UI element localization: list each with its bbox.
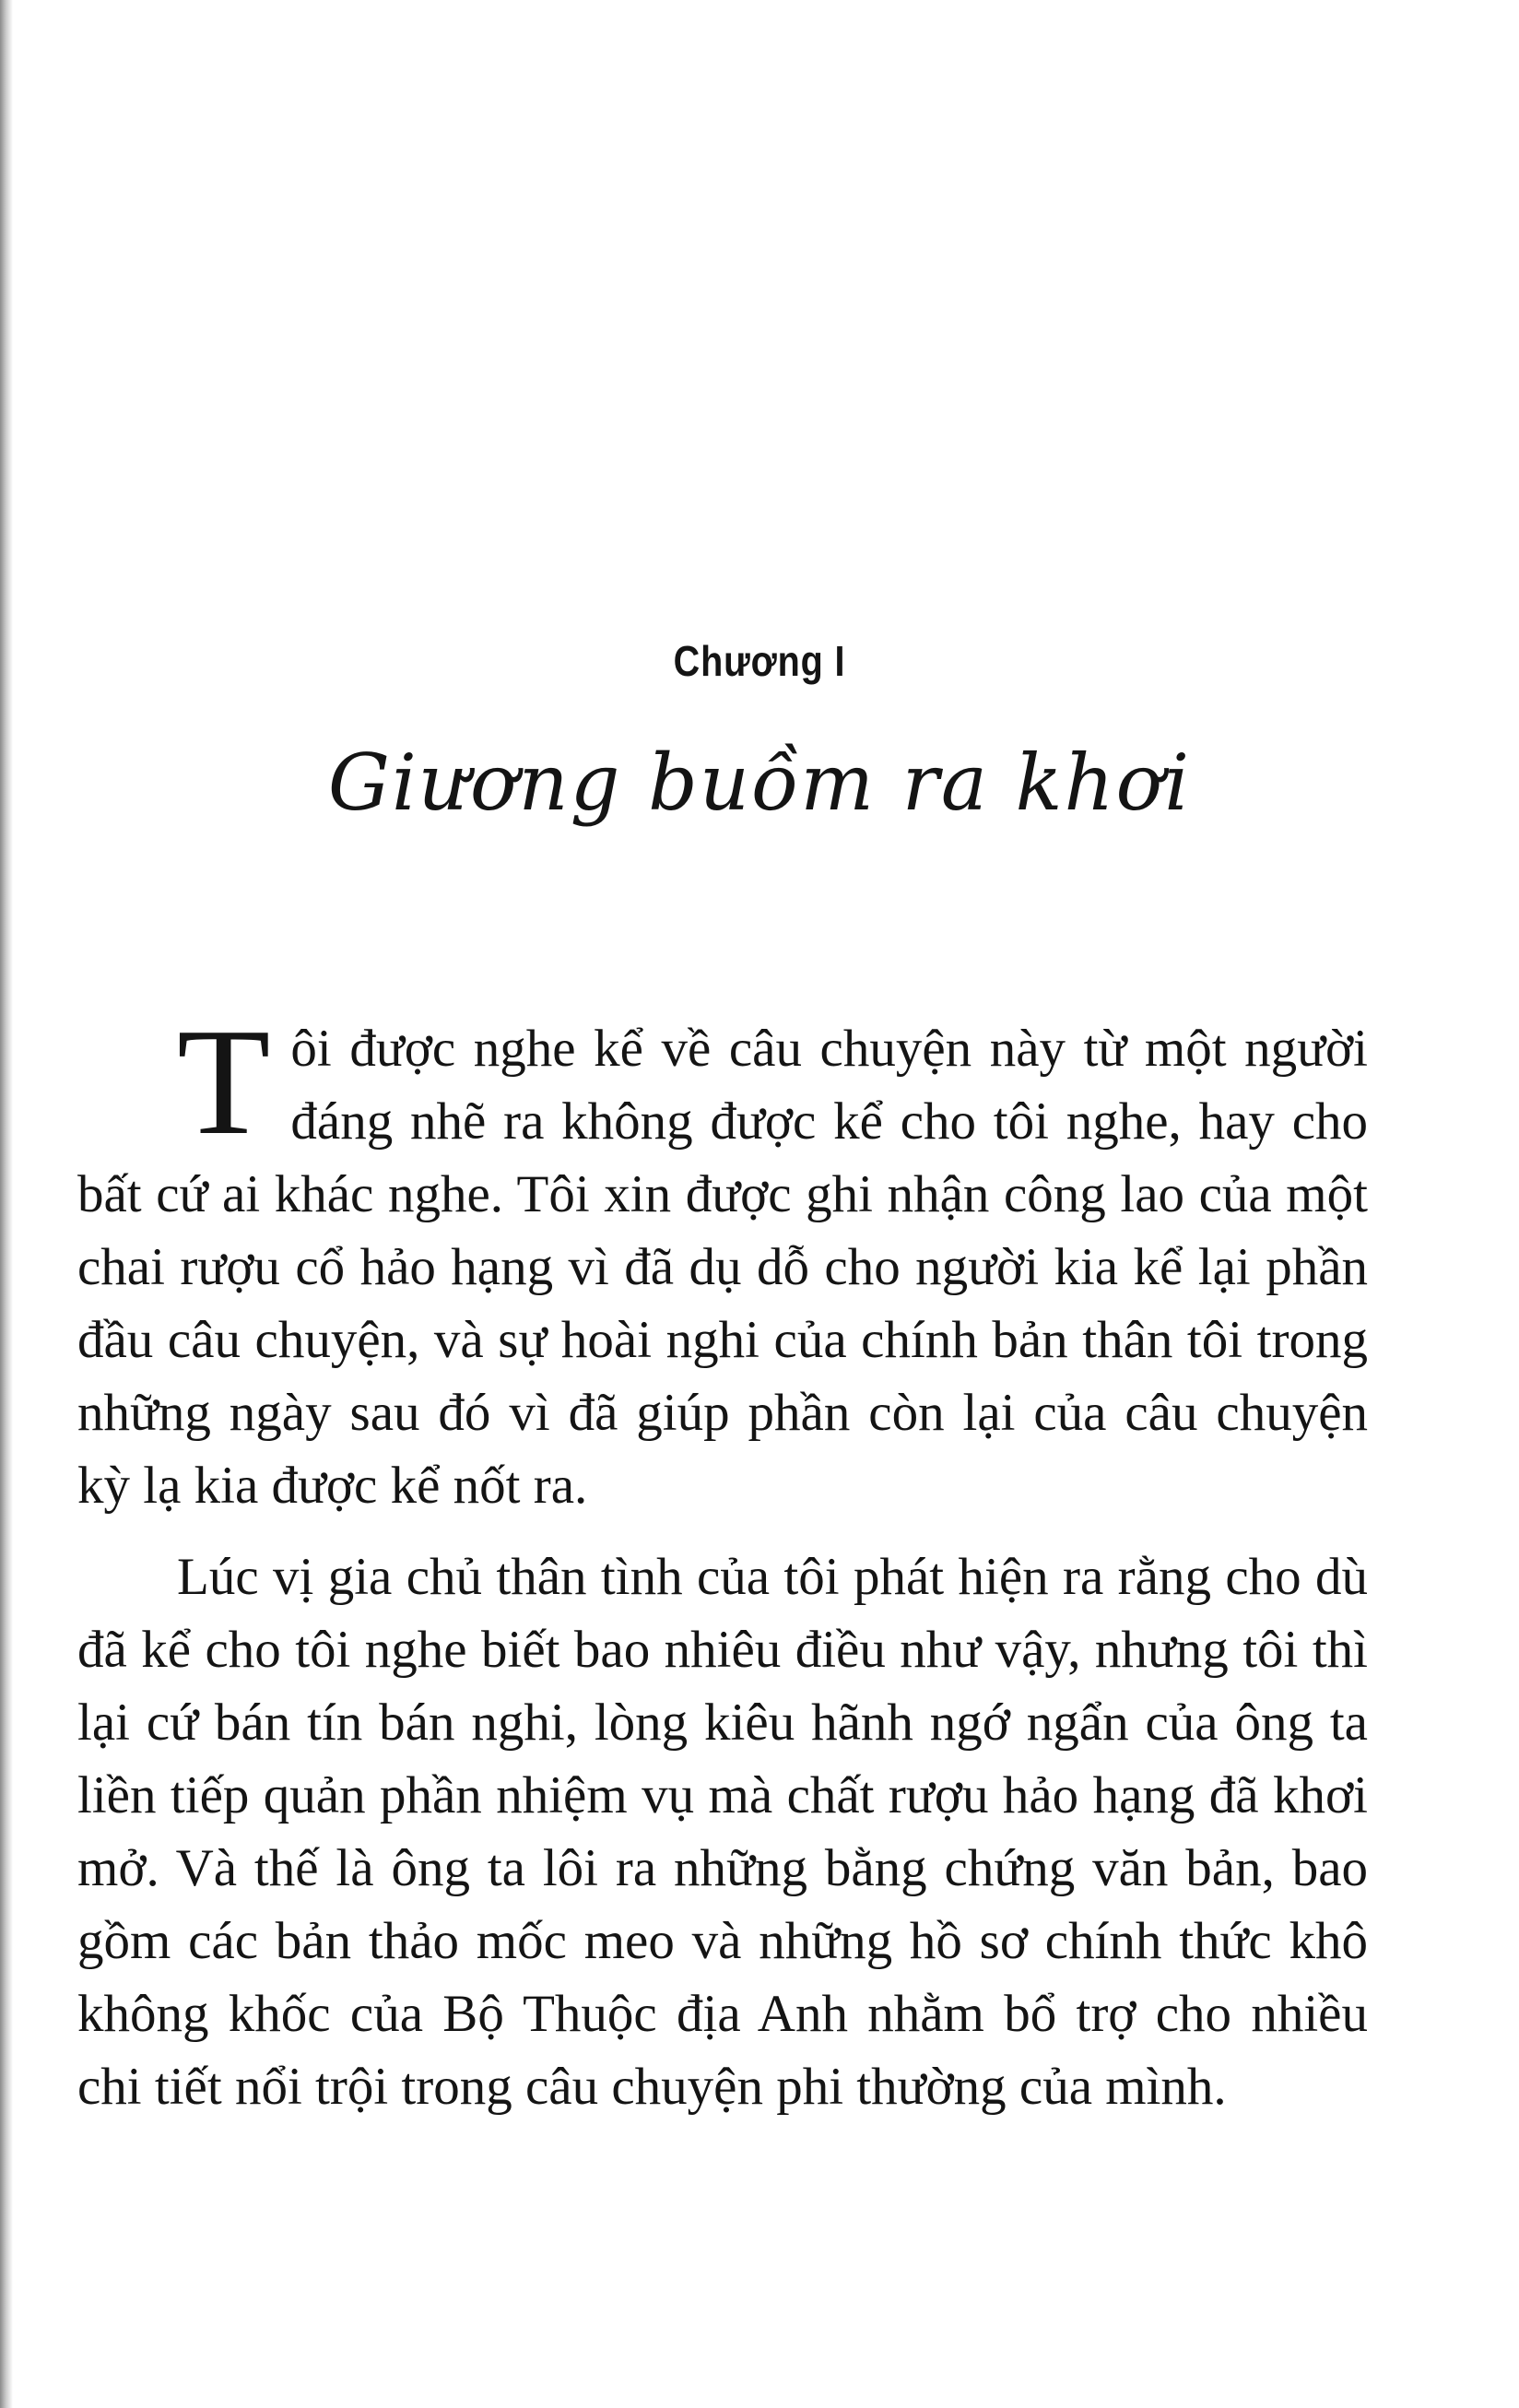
paragraph-2: Lúc vị gia chủ thân tình của tôi phát hiện ra rằng cho dù đã kể cho tôi nghe biết bao nhiêu điều như vậy, nhưng tôi thì lại cứ bán tín bán nghi, lòng kiêu hãnh ngớ ngẩn của ông ta liền tiếp quản phần nhiệm vụ mà chất rượu hảo hạng đã khơi mở. Và thế là ông ta lôi ra những bằng chứng văn bản, bao gồm các bản thảo mốc meo và những hồ sơ chính thức khô không khốc của Bộ Thuộc địa Anh nhằm bổ trợ cho nhiều chi tiết nổi trội trong câu chuyện phi thường của mình. [77,1548,1368,2116]
drop-cap: T [177,997,271,1166]
paragraph-1-text: ôi được nghe kể về câu chuyện này từ một người đáng nhẽ ra không được kể cho tôi nghe, hay cho bất cứ ai khác nghe. Tôi xin được ghi nhận công lao của một chai rượu cổ hảo hạng vì đã dụ dỗ cho người kia kể lại phần đầu câu chuyện, và sự hoài nghi của chính bản thân tôi trong những ngày sau đó vì đã giúp phần còn lại của câu chuyện kỳ lạ kia được kể nốt ra. [77,1020,1368,1515]
page-spine-edge [0,0,13,2408]
paragraph-1 [77,997,1368,1522]
body-text [77,997,1368,2123]
chapter-label: Chương I [673,637,846,685]
chapter-title: Giương buồm ra khơi [327,738,1192,828]
